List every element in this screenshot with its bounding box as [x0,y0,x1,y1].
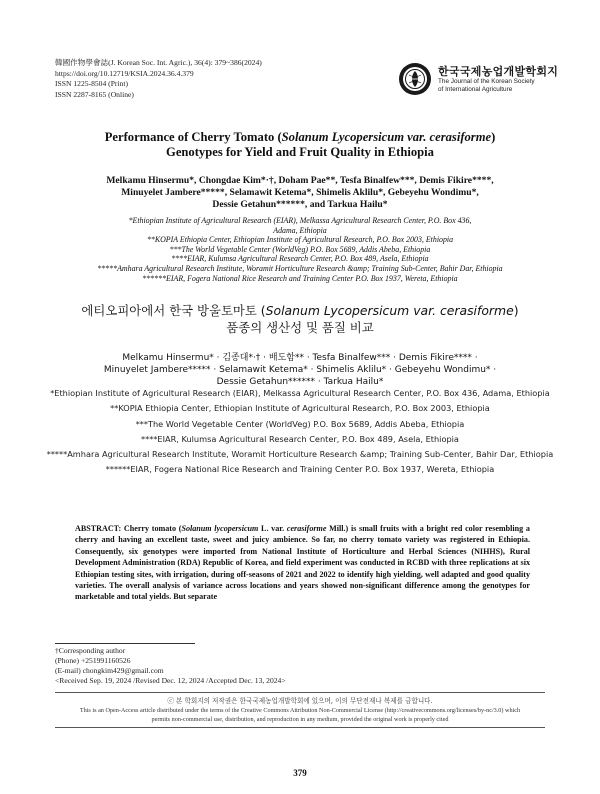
affiliation-ko: ******EIAR, Fogera National Rice Research and Training Center P.O. Box 1937, Wereta, Ethiopia [105,464,495,475]
email-address[interactable]: (E-mail) chongkim429@gmail.com [55,666,164,676]
article-title-ko [40,302,560,336]
title-ko-line2: 품종의 생산성 및 품질 비교 [226,320,374,335]
society-emblem-icon [398,62,432,96]
affiliation-en: ***The World Vegetable Center (WorldVeg) P.O. Box 5689, Addis Abeba, Ethiopia [169,244,431,254]
issn-print: ISSN 1225-8504 (Print) [55,79,128,89]
authors-en-line: Dessie Getahun******, and Tarkua Hailu* [212,198,388,210]
license-top-border [55,692,545,693]
affiliation-ko: *****Amhara Agricultural Research Institute, Woramit Horticulture Research &amp; Training Sub-Center, Bahir Dar, Ethiopia [46,449,554,460]
copyright-korean: ⓒ 본 학회지의 저작권은 한국국제농업개발학회에 있으며, 이의 무단전재나 복제를 금합니다. [167,697,433,705]
footnote [55,646,286,686]
affiliation-ko: *Ethiopian Institute of Agricultural Research (EIAR), Melkassa Agricultural Research Center, P.O. Box 436, Adama, Ethiopia [50,388,550,398]
corresponding-author-label: †Corresponding author [55,646,126,655]
article-title-en [40,130,560,160]
title-en-species: Solanum Lycopersicum var. cerasiforme [281,130,492,144]
authors-ko-line: Dessie Getahun****** · Tarkua Hailu* [216,377,384,388]
title-en-line1: Performance of Cherry Tomato (Solanum Lycopersicum var. cerasiforme) [104,130,496,144]
title-ko-line1: 에티오피아에서 한국 방울토마토 (Solanum Lycopersicum var. cerasiforme) [81,303,519,318]
authors-ko-line: Melkamu Hinsermu* · 김종대*·† · 배도함** · Tesfa Binalfew*** · Demis Fikire**** · [122,353,478,363]
phone-number: (Phone) +251991160526 [55,656,131,666]
license-notice [55,697,545,725]
affiliation-en: **KOPIA Ethiopia Center, Ethiopian Institute of Agricultural Research, P.O. Box 2003, Ethiopia [146,235,454,245]
authors-ko-line: Minuyelet Jambere***** · Selamawit Ketema* · Shimelis Aklilu* · Gebeyehu Wondimu* · [103,365,497,376]
journal-header [55,58,262,100]
society-korean-name: 한국국제농업개발학회지 [438,65,559,78]
affiliation-en: ****EIAR, Kulumsa Agricultural Research Center, P.O. Box 489, Asela, Ethiopia [171,254,429,264]
footnote-divider [55,643,195,644]
citation-line: 韓國作物學會誌(J. Korean Soc. Int. Agric.), 36(4): 379~386(2024) [55,58,262,67]
title-en-line2: Genotypes for Yield and Fruit Quality in Ethiopia [166,145,434,159]
authors-en-line: Melkamu Hinsermu*, Chongdae Kim*·†, Doham Pae**, Tesfa Binalfew***, Demis Fikire****, [106,175,494,186]
affiliation-en: Adama, Ethiopia [273,225,327,235]
abstract: ABSTRACT: Cherry tomato (Solanum lycopersicum L. var. cerasiforme Mill.) is small fruits with a bright red color resembling a cherry and having an excellent taste, sweet and juicy ambience. So far, no cherry tomato variety was registered in Ethiopia. Consequently, six genotypes were imported from National Institute of Horticulture and Herbal Sciences (NIHHS), Rural Development Administration (RDA) Republic of Korea, and field experiment was conducted in RCBD with three replications at six Ethiopian testing sites, with irrigation, during off-seasons of 2021 and 2022 to identify high yielding, well adapted and good quality varieties. The overall analysis of variance across locations and years showed non-significant difference among the genotypes for marketable and total yields. But separate [75,524,530,602]
affiliation-en: *****Amhara Agricultural Research Institute, Woramit Horticulture Research &amp; Training Sub-Center, Bahir Dar, Ethiopia [97,263,503,273]
abstract-variety: cerasiforme [286,524,327,533]
society-logo [398,60,559,100]
abstract-label: ABSTRACT: [75,524,122,533]
affiliation-en: *Ethiopian Institute of Agricultural Research (EIAR), Melkassa Agricultural Research Center, P.O. Box 436, [128,216,472,225]
submission-dates: <Received Sep. 19, 2024 /Revised Dec. 12, 2024 /Accepted Dec. 13, 2024> [55,676,286,686]
authors-en [50,175,550,210]
affiliation-en: ******EIAR, Fogera National Rice Research and Training Center P.O. Box 1937, Wereta, Ethiopia [142,273,458,283]
affiliation-ko: **KOPIA Ethiopia Center, Ethiopian Institute of Agricultural Research, P.O. Box 2003, Ethiopia [110,403,490,414]
page-number: 379 [293,768,307,778]
license-line: permits non-commercial use, distribution, and reproduction in any medium, provided the original work is properly cited [151,716,449,724]
license-line: This is an Open-Access article distributed under the terms of the Creative Commons Attribution Non-Commercial License (http://creativecommons.org/licenses/by-nc/3.0) which [79,707,521,715]
affiliation-ko: ****EIAR, Kulumsa Agricultural Research Center, P.O. Box 489, Asela, Ethiopia [141,433,459,444]
authors-en-line: Minuyelet Jambere*****, Selamawit Ketema*, Shimelis Aklilu*, Gebeyehu Wondimu*, [121,186,479,198]
society-english-name: The Journal of the Korean Society of International Agriculture [438,78,535,93]
authors-ko [50,352,550,389]
license-bottom-border [55,727,545,728]
issn-online: ISSN 2287-8165 (Online) [55,89,134,99]
doi-link[interactable]: https://doi.org/10.12719/KSIA.2024.36.4.379 [55,68,194,78]
abstract-species: Solanum lycopersicum [181,524,259,533]
affiliations-en [20,216,580,283]
affiliation-ko: ***The World Vegetable Center (WorldVeg) P.O. Box 5689, Addis Abeba, Ethiopia [135,418,465,429]
title-ko-species: Solanum Lycopersicum var. cerasiforme [265,303,514,318]
affiliations-ko [40,388,560,480]
